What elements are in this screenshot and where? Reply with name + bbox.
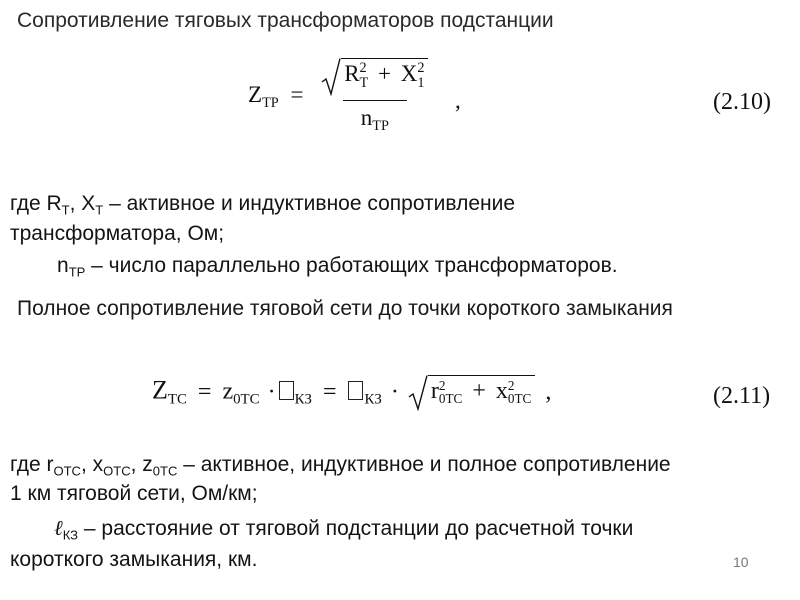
length-symbol-icon bbox=[279, 381, 294, 400]
radical-sign-icon bbox=[321, 58, 341, 96]
lhs-z bbox=[248, 81, 279, 111]
where-line-3: $n_{ТР}$ – число параллельно работающих трансформаторов. bbox=[57, 254, 618, 280]
symbol-z: Z bbox=[248, 81, 263, 107]
symbol-x: X bbox=[400, 61, 418, 86]
equation-comma: , bbox=[455, 88, 461, 113]
symbol-z: z bbox=[222, 378, 234, 405]
dot-operator: · bbox=[390, 378, 399, 405]
subscript-0ts: 0ТС bbox=[233, 391, 260, 408]
equation-number-2-11: (2.11) bbox=[713, 383, 771, 409]
subscript-kz: КЗ bbox=[364, 391, 382, 408]
subscript-tr: ТР bbox=[262, 94, 279, 111]
denominator bbox=[343, 100, 407, 135]
heading-network-impedance: Полное сопротивление тяговой сети до точки короткого замыкания bbox=[17, 297, 673, 320]
radicand bbox=[428, 375, 535, 411]
subscript-ts: ТС bbox=[167, 391, 187, 408]
equation-2-11 bbox=[152, 375, 551, 411]
equation-comma: , bbox=[545, 378, 552, 405]
subscript-0ts: 0ТС bbox=[507, 391, 532, 407]
symbol-r: r bbox=[430, 378, 439, 404]
subscript-1: 1 bbox=[417, 74, 425, 91]
heading-transformer-resistance: Сопротивление тяговых трансформаторов подстанции bbox=[17, 9, 554, 32]
symbol-r: R bbox=[344, 61, 360, 86]
superscript-2: 2 bbox=[438, 378, 446, 394]
subscript-t: Т bbox=[359, 74, 369, 91]
dot-operator: · bbox=[267, 378, 276, 405]
square-root bbox=[408, 375, 535, 411]
where-line-2: трансформатора, Ом; bbox=[10, 222, 225, 245]
equals-sign: = bbox=[322, 378, 337, 405]
page-number: 10 bbox=[733, 554, 749, 570]
superscript-2: 2 bbox=[359, 60, 367, 77]
equals-sign: = bbox=[290, 81, 304, 107]
where-line-1: где $R_Т$, $X_Т$ – активное и индуктивное сопротивление bbox=[10, 192, 516, 218]
where2-line-2: 1 км тяговой сети, Ом/км; bbox=[10, 482, 258, 505]
numerator bbox=[315, 58, 434, 100]
radicand bbox=[341, 58, 428, 96]
equation-number-2-10: (2.10) bbox=[713, 89, 771, 115]
equation-2-10 bbox=[248, 58, 434, 135]
equals-sign: = bbox=[197, 378, 212, 405]
subscript-0ts: 0ТС bbox=[438, 391, 463, 407]
where2-line-1: где $r_{ОТС}$, $x_{ОТС}$, $z_{0ТС}$ – активное, индуктивное и полное сопротивление bbox=[10, 453, 671, 479]
symbol-z-upper: Z bbox=[152, 375, 168, 405]
square-root bbox=[321, 58, 428, 96]
where2-line-4: короткого замыкания, км. bbox=[10, 548, 258, 571]
subscript-kz: КЗ bbox=[294, 391, 312, 408]
plus-sign: + bbox=[472, 378, 486, 404]
fraction bbox=[315, 58, 434, 135]
length-symbol-icon bbox=[348, 381, 363, 400]
superscript-2: 2 bbox=[507, 378, 515, 394]
plus-sign: + bbox=[378, 61, 391, 86]
subscript-tr: ТР bbox=[372, 117, 389, 134]
radical-sign-icon bbox=[408, 375, 428, 411]
symbol-x: x bbox=[495, 378, 508, 404]
symbol-n: n bbox=[360, 105, 373, 130]
superscript-2: 2 bbox=[417, 60, 425, 77]
where2-line-3: ℓ$_{КЗ}$ – расстояние от тяговой подстанции до расчетной точки bbox=[54, 516, 634, 543]
